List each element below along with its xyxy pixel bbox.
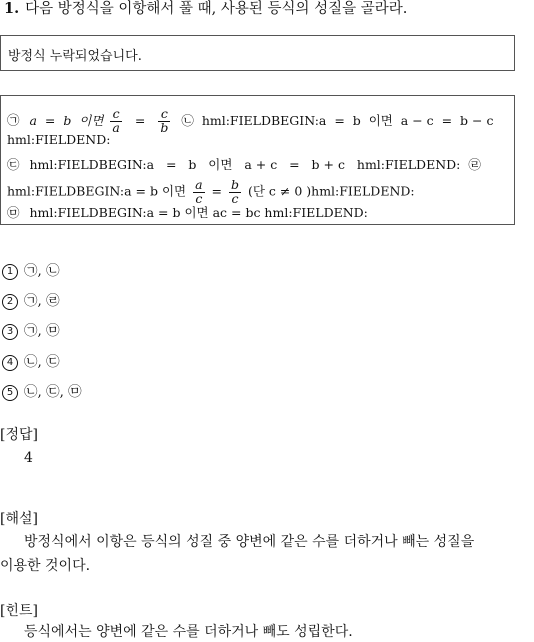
hint-label: [힌트] xyxy=(0,603,38,619)
option-number-circle: 4 xyxy=(2,355,18,371)
marker-nieun: ㉡ xyxy=(181,112,194,128)
marker-mieum: ㉤ xyxy=(7,205,20,220)
choices-line-3 xyxy=(7,155,481,173)
choices-line-4 xyxy=(7,179,415,205)
explanation-line-2: 이용한 것이다. xyxy=(0,558,91,574)
hint-line-1: 등식에서는 양변에 같은 수를 더하거나 빼도 성립한다. xyxy=(24,624,353,640)
question-number: 1. xyxy=(4,0,20,17)
option-text: ㉡, ㉢, ㉤ xyxy=(24,384,82,400)
option-4[interactable] xyxy=(2,350,60,371)
equals-sign: = xyxy=(134,112,146,128)
option-text: ㉠, ㉤ xyxy=(24,323,60,339)
option-number-circle: 5 xyxy=(2,385,18,401)
answer-label: [정답] xyxy=(0,427,38,443)
fraction-numerator: b xyxy=(231,177,240,192)
fraction-numerator: c xyxy=(110,108,121,122)
field-text-4: hml:FIELDBEGIN:a = b 이면 xyxy=(7,183,187,199)
option-number-circle: 3 xyxy=(2,324,18,340)
field-text-5: hml:FIELDBEGIN:a = b 이면 ac = bc hml:FIELDEND: xyxy=(29,205,368,220)
fraction-denominator: a xyxy=(112,119,120,135)
fraction-c-over-a xyxy=(110,108,121,134)
option-5[interactable] xyxy=(2,380,82,401)
fraction-denominator: c xyxy=(195,190,203,206)
answer-value: 4 xyxy=(24,450,33,466)
option-text: ㉠, ㉡ xyxy=(24,263,60,279)
option-number-circle: 2 xyxy=(2,294,18,310)
option-2[interactable] xyxy=(2,289,60,310)
marker-rieul: ㉣ xyxy=(468,157,481,172)
fraction-numerator: c xyxy=(158,108,170,122)
option-3[interactable] xyxy=(2,319,60,340)
condition-note: (단 c ≠ 0 )hml:FIELDEND: xyxy=(248,183,415,199)
question-line xyxy=(4,0,407,18)
fraction-b-over-c xyxy=(229,179,241,205)
fraction-denominator: b xyxy=(160,119,169,135)
explanation-label: [해설] xyxy=(0,511,38,527)
choices-line-5 xyxy=(7,203,368,221)
notice-text: 방정식 누락되었습니다. xyxy=(8,49,142,64)
explanation-line-1: 방정식에서 이항은 등식의 성질 중 양변에 같은 수를 더하거나 빼는 성질을 xyxy=(24,534,475,550)
notice-box xyxy=(0,35,515,71)
question-text: 다음 방정식을 이항해서 풀 때, 사용된 등식의 성질을 골라라. xyxy=(25,1,408,17)
choices-line-2 xyxy=(7,132,110,147)
option-text: ㉡, ㉢ xyxy=(24,354,60,370)
field-end-text: hml:FIELDEND: xyxy=(7,132,111,147)
field-text-1: hml:FIELDBEGIN:a = b 이면 a − c = b − c xyxy=(201,112,494,128)
field-text-3: hml:FIELDBEGIN:a = b 이면 a + c = b + c hml:FIELDEND: xyxy=(29,157,461,172)
condition-text-1: a = b 이면 xyxy=(29,112,104,128)
equals-sign: = xyxy=(211,183,223,199)
option-1[interactable] xyxy=(2,259,60,280)
fraction-c-over-b xyxy=(158,108,170,134)
option-number-circle: 1 xyxy=(2,264,18,280)
option-text: ㉠, ㉣ xyxy=(24,293,60,309)
fraction-numerator: a xyxy=(195,177,203,192)
fraction-a-over-c xyxy=(193,179,204,205)
marker-digeut: ㉢ xyxy=(7,157,20,172)
choices-box xyxy=(0,95,515,225)
choices-line-1 xyxy=(7,108,493,134)
fraction-denominator: c xyxy=(231,190,239,206)
marker-giyeok: ㉠ xyxy=(7,112,20,128)
